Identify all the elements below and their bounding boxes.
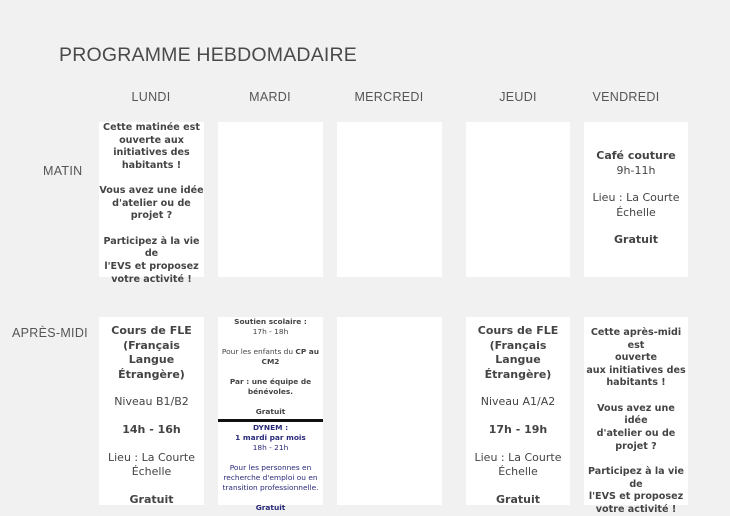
card-apresmidi-lundi [99, 317, 204, 505]
card-apresmidi-jeudi [466, 317, 570, 505]
soutien-public: CM2 [261, 357, 280, 366]
open-text: projet ? [130, 210, 173, 222]
open-text: l'EVS et proposez [104, 260, 199, 272]
activity-lieu: Échelle [131, 465, 172, 479]
section-divider [218, 419, 323, 422]
day-header-vendredi: VENDREDI [592, 90, 660, 104]
activity-time: 9h-11h [616, 163, 656, 177]
dynem-frequency: 1 mardi par mois [235, 433, 306, 442]
open-text: est [627, 339, 645, 351]
soutien-par: Par : une équipe de [229, 377, 312, 386]
card-matin-jeudi [466, 122, 570, 277]
day-header-mercredi: MERCREDI [354, 90, 424, 104]
soutien-price: Gratuit [255, 407, 286, 416]
open-text: aux initiatives des [586, 364, 686, 376]
open-text: Participez à la vie de [587, 465, 685, 490]
card-apresmidi-mercredi [337, 317, 442, 505]
open-text: projet ? [615, 440, 657, 452]
activity-title: Cours de FLE [111, 324, 192, 337]
dynem-public: Pour les personnes en [229, 463, 312, 472]
dynem-public: recherche d'emploi ou en [223, 473, 318, 482]
open-text: Participez à la vie de [103, 235, 200, 260]
open-text: d'atelier ou de [596, 427, 676, 439]
dynem-time: 18h - 21h [252, 443, 289, 452]
activity-level: Niveau B1/B2 [114, 395, 189, 409]
open-text: ouverte [614, 352, 657, 364]
activity-title: Café couture [596, 149, 676, 162]
open-text: Cette après-midi [590, 327, 682, 338]
open-text: ouverte aux [119, 134, 184, 146]
open-text: Vous avez une idée [597, 402, 675, 427]
day-header-jeudi: JEUDI [499, 90, 537, 104]
activity-lieu: Échelle [498, 465, 538, 479]
open-text: l'EVS et proposez [588, 491, 684, 503]
open-text: votre activité ! [111, 273, 192, 285]
activity-price: Gratuit [614, 233, 658, 247]
soutien-time: 17h - 18h [252, 327, 289, 336]
activity-title: Étrangère) [118, 367, 185, 381]
activity-lieu: Lieu : La Courte [474, 450, 562, 464]
page-title: PROGRAMME HEBDOMADAIRE [59, 44, 358, 66]
card-matin-lundi [99, 122, 204, 285]
activity-lieu: Échelle [616, 205, 656, 219]
activity-time: 14h - 16h [122, 422, 181, 436]
activity-lieu: Lieu : La Courte [108, 450, 195, 464]
activity-time: 17h - 19h [488, 422, 548, 436]
soutien-public: Pour les enfants du CP au [221, 347, 320, 356]
open-text: habitants ! [121, 159, 182, 171]
row-label-apres-midi: APRÈS-MIDI [12, 326, 88, 340]
activity-title: Étrangère) [484, 367, 552, 381]
soutien-title: Soutien scolaire : [234, 317, 307, 326]
open-text: d'atelier ou de [112, 197, 191, 209]
activity-price: Gratuit [496, 492, 540, 506]
dynem-public: transition professionnelle. [222, 483, 319, 492]
activity-title: (Français Langue [123, 338, 180, 367]
open-text: initiatives des [113, 147, 190, 159]
open-text: habitants ! [606, 377, 666, 389]
soutien-par: bénévoles. [247, 387, 294, 396]
activity-level: Niveau A1/A2 [480, 395, 556, 409]
activity-lieu: Lieu : La Courte [592, 191, 680, 205]
card-matin-mercredi [337, 122, 442, 277]
activity-title: (Français Langue [489, 338, 547, 367]
card-matin-mardi [218, 122, 323, 277]
open-text: Cette matinée est [103, 122, 200, 133]
dynem-title: DYNEM : [252, 423, 289, 432]
activity-title: Cours de FLE [477, 324, 559, 337]
card-apresmidi-mardi [218, 317, 323, 512]
activity-price: Gratuit [129, 492, 174, 506]
day-header-lundi: LUNDI [131, 90, 171, 104]
row-label-matin: MATIN [43, 164, 83, 178]
card-apresmidi-vendredi [584, 317, 688, 515]
day-header-mardi: MARDI [249, 90, 291, 104]
card-matin-vendredi [584, 122, 688, 277]
open-text: Vous avez une idée [99, 185, 204, 197]
dynem-price: Gratuit [255, 503, 286, 512]
open-text: votre activité ! [595, 503, 677, 515]
